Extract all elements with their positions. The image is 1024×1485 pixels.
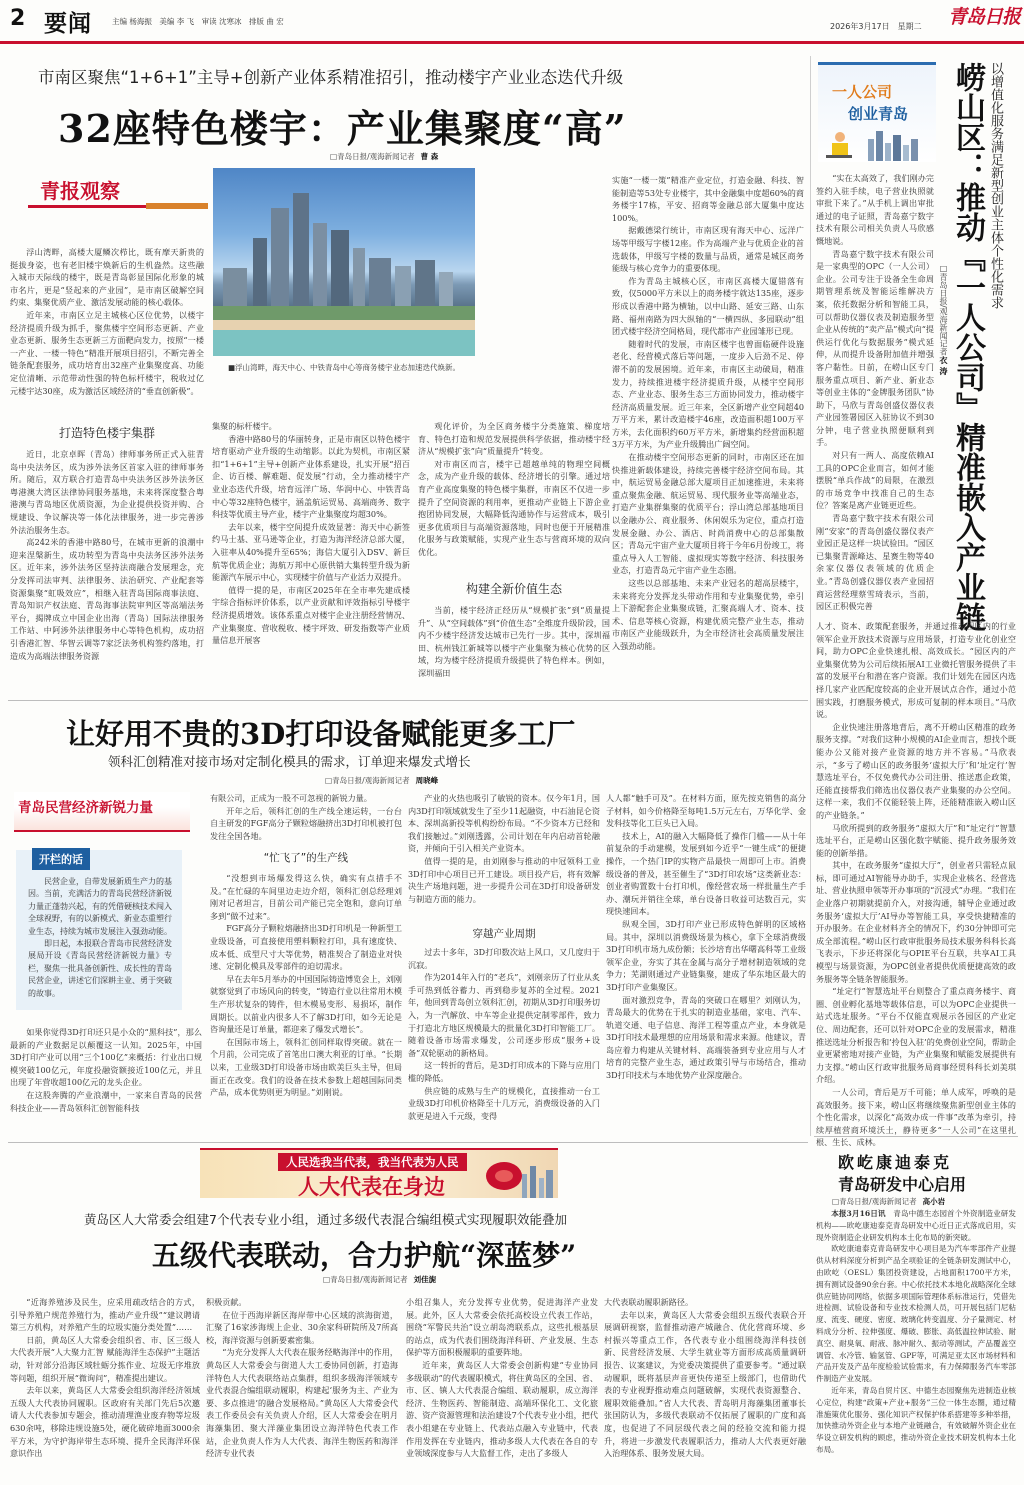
dateline: 本报3月16日讯 — [831, 1209, 886, 1218]
paragraph: 开年之后，领科汇创的生产线全速运转，一台台自主研发的FGF高分子颗粒熔融挤出3D打印机被打包发往全国各地。 — [210, 805, 402, 841]
article4-col4 — [604, 1296, 806, 1481]
article1-kicker: 市南区聚焦“1+6+1”主导+创新产业体系精准招引，推动楼宇产业业态迭代升级 — [38, 68, 624, 87]
paragraph: 过去十多年，3D打印数次站上风口，又几度归于沉寂。 — [408, 947, 600, 970]
paragraph: 民营企业，自带发展新质生产力的基因。当前，充满活力的青岛民营经济新锐力量正蓬勃兴起，有的凭借硬核技术闯入全球视野，有的以新模式、新业态重塑行业生态，持续为城市发展注入强劲动能。 — [28, 877, 172, 936]
paragraph: 供应链的成熟与生产的规模化，直接推动一台工业级3D打印机价格降至十几万元，消费级设备的入门款更是进入千元级，变得 — [408, 1085, 600, 1121]
paragraph: 在国际市场上，领科汇创同样取得突破。就在一个月前，公司完成了首笔出口澳大利亚的订单。“长期以来，工业级3D打印设备市场由欧美巨头主导，但局面正在改变。我们的设备在技术参数上超越国际同类产品，成本优势则更为明显。”刘刚说。 — [210, 1036, 402, 1098]
paragraph: “实在太高效了，我们刚办完签约入驻手续，电子营业执照就审批下来了。”从手机上调出审批通过的电子证照，青岛嘉宁数字技术有限公司相关负责人马欣感慨地说。 — [816, 173, 934, 246]
paragraph: 即日起，本报联合青岛市民营经济发展局开设《青岛民营经济新锐力量》专栏，聚焦一批具备创新性、成长性的青岛民营企业，讲述它们深耕主业、勇于突破的故事。 — [28, 939, 172, 998]
article3-subhead2: 穿越产业周期 — [472, 928, 536, 940]
page-number: 2 — [10, 6, 26, 31]
article5-headline-line2: 青岛研发中心启用 — [838, 1175, 967, 1194]
issue-date: 2026年3月17日 星期二 — [830, 22, 922, 31]
article1-photo-caption: ■浮山湾畔，海天中心、中铁青岛中心等商务楼宇业态加速迭代焕新。 — [227, 363, 461, 372]
paragraph: 集聚的标杆楼宇。 — [212, 421, 277, 431]
opc-column-banner — [818, 62, 936, 162]
article1-subhead1: 打造特色楼宇集群 — [58, 426, 155, 440]
article3-byline — [325, 775, 438, 786]
paragraph: 有限公司，正成为一股不可忽视的新锐力量。 — [210, 793, 372, 803]
byline-prefix: □青岛日报/观海新闻记者 — [832, 1197, 917, 1206]
opening-remarks-text — [28, 876, 172, 1006]
paragraph: 其中，在政务服务“虚拟大厅”，创业者只需轻点鼠标，即可通过AI智能导办助手，实现企业核名、经营选址、营业执照申领等开办事项的“沉浸式”办理。“我们在企业落户初期就提前介入，对接沟通，辅导企业通过政务服务‘虚拟大厅’AI导办等智能工具，享受快捷精准的开办服务。在企业材料齐全的情况下，约30分钟即可完成全部流程。”崂山区行政审批服务局技术服务科科长高飞表示，下步还将深化与OPIE平台互联，共享AI工具模型与场景资源，为OPC创业者提供优质便捷高效的政务服务等全链条智能服务。 — [816, 860, 1016, 984]
badge-underline-orange — [146, 203, 208, 209]
paragraph: 面对激烈竞争，青岛的突破口在哪里？刘刚认为，青岛最大的优势在于扎实的制造业基础，家电、汽车、轨道交通、电子信息、海洋工程等重点产业，本身就是3D打印技术最理想的应用场景和需求来源。他建议，青岛应着力构建从关键材料、高端装备到专业应用与人才培育的完整产业生态，通过政策引导与市场结合，推动3D打印技术与本地优势产业深度融合。 — [606, 994, 806, 1081]
paragraph: 技术上，AI的融入大幅降低了操作门槛——从十年前复杂的手动建模，发展到如今近乎“一键生成”的便捷操作，一个热门IP的实物产品最快一周即可上市。消费级设备的普及，甚至催生了“3D打印农场”这类新业态：创业者购置数十台打印机，像经营农场一样批量生产手办、潮玩并销往全球，单台设备日收益可达数百元，实现快速回本。 — [606, 830, 806, 917]
paragraph: 日前，黄岛区人大常委会组织省、市、区三级人大代表开展“人大聚力汇智 赋能海洋生态保护”主题活动，针对部分沿海区域牡蛎分拣作业、垃圾无序堆放等问题，组织开展“微询问”，精准提出建议。 — [10, 1334, 200, 1383]
byline-prefix: □青岛日报/观海新闻记者 — [330, 152, 415, 161]
article4-col2 — [206, 1296, 398, 1481]
paragraph: “址定行”智慧选址平台则整合了重点商务楼宇、商圈、创业孵化基地等载体信息，可以为OPC企业提供一站式选址服务。“平台不仅能直观展示各园区的产业定位、周边配套，还可以针对OPC企业的发展需求，精准推送选址分析报告和‘拎包入驻’的免费创业空间，帮助企业更紧密地对接产业链，为产业集聚和赋能发展提供有力支撑。”崂山区行政审批服务局商事经贸科科长刘美琪介绍。 — [816, 986, 1016, 1085]
paragraph: 高242米的香港中路80号，在城市更新的浪潮中迎来涅槃新生，成功转型为青岛中央法务区涉外法务区。近年来，涉外法务区坚持法商融合发展理念，充分发挥司法审判、法律服务、法治研究、产业配套等资源集聚“虹吸效应”，相继入驻青岛国际商事法庭、青岛知识产权法庭、青岛海事法院审判区等高端法务平台，揭牌成立中国企业出海（青岛）国际法律服务工作站、中阿涉外法律服务中心等特色机构，成功招引香港汇智、华智云调等7家泛法务机构签约落地，打造成为高端法律服务资源 — [10, 537, 204, 661]
byline-author: 曹 森 — [420, 152, 439, 161]
article3-col4 — [606, 792, 806, 1132]
paragraph: 随着时代的发展，市南区楼宇也曾面临硬件设施老化、经营模式落后等问题，一度步入后劲不足、停滞不前的发展困境。近年来，市南区主动破局，精准发力，持续推进楼宇经济提质升级，从楼宇空间形态、产业业态、服务生态三方面协同发力，推动楼宇经济高质量发展。近三年来，全区新增产业空间超40万平方米，累计改造楼宇46座，改造面积超100万平方米，去化面积约60万平方米，新增集约经营面积超3万平方米，为产业升级腾出广阔空间。 — [612, 338, 804, 450]
paragraph: 产业的火热也吸引了敏锐的资本。仅今年1月，国内3D打印领域就发生了至少11起融资，中石油昆仑资本、深圳高新投等机构纷纷布局。“不少资本方已经和我们接触过。”刘刚透露，公司计划在年内启动首轮融资，并倾向于引入相关产业资本。 — [408, 793, 600, 854]
byline-prefix: □青岛日报/观海新闻记者 — [325, 776, 410, 785]
paragraph: 大代表联动履职新路径。 — [604, 1297, 694, 1307]
article4-byline — [323, 1274, 436, 1285]
article1-col1b — [10, 448, 204, 680]
byline-author: 高小岩 — [922, 1197, 946, 1206]
paragraph: 纵观全国，3D打印产业已形成特色鲜明的区域格局。其中，深圳以消费级场景为核心，拿下全球消费级3D打印机市场九成份额；长沙培育出华曙高科等工业级领军企业，夯实了其在金属与高分子增材制造领域的竞争力；芜湖则通过产业链集聚，建成了华东地区最大的3D打印产业集聚区。 — [606, 918, 806, 992]
divider — [8, 1142, 808, 1143]
paragraph: 去年以来，楼宇空间提升成效显著：海天中心新签约马士基、亚马逊等企业，打造为海洋经济总部大厦，入驻率从40%提升至65%；海信大厦引入DSV、新巨航等优质企业；海航万邦中心原供销大集转型升级为新能源汽车展示中心，实现楼宇价值与产业活力双提升。 — [212, 521, 410, 583]
paragraph: 当前，楼宇经济正经历从“规模扩张”到“质量提升”、从“空间载体”到“价值生态”全维度升级阶段，国内不少楼宇经济发达城市已先行一步。其中，深圳福田、杭州钱江新城等以楼宇产业集聚为核心优势的区域，均为楼宇经济提质升级提供了特色样本。例如，深圳福田 — [418, 605, 610, 678]
article2-byline — [938, 264, 949, 375]
article3-kicker: 领科汇创精准对接市场对定制化模具的需求，订单迎来爆发式增长 — [108, 754, 471, 769]
paragraph: 青岛嘉宁数字技术有限公司刚“安家”的青岛创盛仪器仪表产业园正是这样一块试验田。“园区已集聚青源峰达、星赛生物等40余家仪器仪表领域的优质企业。”青岛创盛仪器仪表产业园招商运营经理蔡雪琦表示，当前，园区正积极完善 — [816, 513, 934, 612]
article3-col2b — [210, 872, 402, 1136]
paragraph: 对只有一两人、高度依赖AI工具的OPC企业而言，如何才能摆脱“单兵作战”的局限，在激烈的市场竞争中找准自己的生态位？答案是离产业链更近些。 — [816, 450, 934, 511]
paragraph: 对市南区而言，楼宇已超越单纯的物理空间概念，成为产业升级的载体、经济增长的引擎。通过培育产业高度集聚的特色楼宇集群，市南区不仅进一步提升了空间资源的利用率，更推动产业链上下游企业抱团协同发展，大幅降低沟通协作与运营成本，吸引更多优质项目与高端资源落地，同时也便于开展精准化服务与政策赋能，实现产业生态与营商环境的双向优化。 — [418, 458, 610, 557]
paragraph: 作为青岛主城核心区，市南区高楼大厦错落有致，仅5000平方米以上的商务楼宇就达135座，逐步形成以香港中路为横轴，以中山路、延安三路、山东路、福州南路为四大纵轴的“一横四纵、多园联动”组团式楼宇经济空间格局，现代都市产业园雏形已现。 — [612, 275, 804, 337]
paragraph: 观化评价，为全区商务楼宇分类施策、梯度培育、特色打造和规范发展提供科学依据，推动楼宇经济从“规模扩张”向“质量提升”转变。 — [418, 421, 610, 457]
paragraph: 作为2014年入行的“老兵”，刘刚亲历了行业从炙手可热到低谷蓄力、再到稳步复苏的全过程。2021年，他回到青岛创立领科汇创，初期从3D打印服务切入，为一汽解放、中车等企业提供定制零部件，致力于打造北方地区规模最大的批量化3D打印智能工厂。随着设备市场需求爆发，公司逐步形成“服务+设备”双轮驱动的新格局。 — [408, 972, 600, 1058]
byline-author: 周晓峰 — [415, 776, 439, 785]
paragraph: “为充分发挥人大代表在服务经略海洋中的作用，黄岛区人大常委会与街道人大工委协同创新，打造海洋特色人大代表联络站点集群，组织多级海洋领域专业代表混合编组联动履职，构建起‘服务为主、产业为要、多点推进’的融合发展格局。”黄岛区人大常委会代表工作委员会有关负责人介绍，区人大常委会在明月海藻集团、聚大洋藻业集团设立海洋特色代表工作站，企业负责人作为人大代表、海洋生物医药和海洋经济专业代表 — [206, 1347, 398, 1459]
article1-col4 — [612, 174, 804, 694]
article3-headline: 让好用不贵的3D打印设备赋能更多工厂 — [66, 717, 576, 751]
article5-headline-line1: 欧屹康迪泰克 — [838, 1153, 953, 1172]
banner-line2: 创业青岛 — [848, 105, 909, 123]
column-badge-text: 青岛民营经济新锐力量 — [18, 800, 153, 816]
paragraph: 企业快速注册落地背后，离不开崂山区精准的政务服务支撑。“对我们这种小规模的AI企业而言，想找个既能办公又能对接产业资源的地方并不容易。”马欣表示，“多亏了崂山区的政务服务‘虚拟大厅’和‘址定行’智慧选址平台，不仅免费代办公司注册、推送惠企政策，还能直接帮我们筛选出仪器仪表产业集聚的办公空间。这样一来，我们不仅能轻装上阵，还能精准嵌入崂山区的产业链条。” — [816, 721, 1016, 820]
article3-subhead1: “忙飞了”的生产线 — [263, 852, 349, 864]
article1-photo-skyline — [213, 168, 475, 356]
paragraph: 这一转折的背后，是3D打印成本的下降与应用门槛的降低。 — [408, 1060, 600, 1083]
paragraph: 近日，北京卓晖（青岛）律师事务所正式入驻青岛中央法务区，成为涉外法务区首家入驻的律师事务所。随后，双方联合打造青岛中央法务区涉外法务区粤港澳大湾区法律协同服务基地，未来将深度整合粤港澳与青岛地区优质资源，为企业提供投资并购、合规建设、争议解决等一体化法律服务，进一步完善涉外法治服务生态。 — [10, 449, 204, 535]
byline-author: 刘佳旎 — [413, 1275, 437, 1284]
article4-col1 — [10, 1296, 200, 1481]
article3-col2 — [210, 792, 402, 841]
paragraph: 如果你觉得3D打印还只是小众的“黑科技”，那么最新的产业数据足以颠覆这一认知。2025年，中国3D打印产业可以用“三个100亿”来概括：行业出口规模突破100亿元，年度投融资额接近100亿元，并且出现了年营收超100亿元的龙头企业。 — [10, 1027, 202, 1088]
paragraph: 香港中路80号的华丽转身，正是市南区以特色楼宇培育驱动产业升级的生动缩影。以此为契机，市南区紧扣“1+6+1”主导+创新产业体系建设，扎实开展“招百企、访百楼、解难题、促发展”行动，全力推动楼宇产业业态迭代升级，培育远洋广场、华润中心、中铁青岛中心等32座特色楼宇，涵盖航运贸易、高端商务、数字科技等优质主导产业，楼宇产业集聚度均超30%。 — [212, 433, 410, 520]
paragraph: 近年来，市南区立足主城核心区位优势，以楼宇经济提质升级为抓手，聚焦楼宇空间形态更新、产业业态更新、服务生态更新三方面靶向发力，按照“一楼一产业、一楼一特色”精准开展项目招引，不断完善全链条配套服务，成功培育出32座产业集聚度高、功能定位清晰、示范带动性强的特色标杆楼宇，税收过亿元楼宇达30座，成为激活区域经济的“垂直创新极”。 — [10, 309, 204, 396]
divider — [8, 700, 808, 701]
paragraph: 这些以总部基地、未来产业冠名的超高层楼宇，未来将充分发挥龙头带动作用和专业集聚优势，牵引上下游配套企业集聚成链，汇聚高端人才、资本、技术、信息等核心资源，构建优质完整产业生态，推动市南区产业能级跃升，为全市经济社会高质量发展注入强劲动能。 — [612, 578, 804, 651]
article2-kicker: 以增值化服务满足新型创业主体个性化需求 — [988, 62, 1003, 309]
paragraph: “没想到市场爆发得这么快，确实有点措手不及。”在忙碌的车间里边走边介绍，领科汇创总经理刘刚对记者坦言，目前公司产能已完全饱和，意向订单多到“做不过来”。 — [210, 873, 402, 921]
section-title: 要闻 — [44, 11, 92, 37]
article1-col3 — [418, 420, 610, 560]
article4-col3 — [406, 1296, 598, 1481]
article2-narrow-col — [816, 172, 934, 618]
paragraph: 浮山湾畔，高楼大厦鳞次栉比，既有摩天新贵的挺拔身姿，也有老旧楼宇焕新后的生机盎然。这些融入城市天际线的楼宇，既是青岛彰显国际化形象的城市名片，更是“竖起来的产业园”，是市南区破解空间约束、集聚优质产业、激活发展动能的核心载体。 — [10, 247, 204, 308]
newspaper-logo: 青岛日报 — [948, 6, 1021, 28]
paragraph: 一人公司，背后是万千可能；单人成军，呼唤的是高效服务。接下来，崂山区将继续聚焦新型创业主体的个性化需求，以深化“高效办成一件事”改革为牵引，持续厚植营商环境沃土，静待更多“一人公司”在这里扎根、生长、成林。 — [816, 1086, 1016, 1148]
paragraph: 在位于西海岸新区海岸带中心区域的滨海街道，汇聚了16家涉海规上企业、30余家科研院所及7所高校，海洋资源与创新要素密集。 — [206, 1309, 398, 1345]
article2-wide-col — [816, 620, 1016, 1148]
paragraph: 马欣所提到的政务服务“虚拟大厅”和“址定行”智慧选址平台，正是崂山区强化数字赋能、提升政务服务效能的创新举措。 — [816, 822, 1016, 858]
byline-prefix: □青岛日报/观海新闻记者 — [939, 264, 948, 356]
article1-headline: 32座特色楼宇：产业集聚度“高” — [58, 106, 627, 151]
article4-headline: 五级代表联动，合力护航“深蓝梦” — [152, 1239, 577, 1272]
article3-col3b — [408, 946, 600, 1136]
paragraph: 人才、资本、政策配套服务，并通过推动园区内的行业领军企业开放技术资源与应用场景，打造专业化创业空间，助力OPC企业快速扎根、高效成长。“园区内的产业集聚优势为公司后续拓展AI工业微托管服务提供了丰富的发展平台和潜在客户资源。我们计划先在园区内选择几家产业匹配度较高的企业开展试点合作，通过小范围实践，打磨服务模式，形成可复制的样本项目。”马欣说。 — [816, 621, 1016, 720]
article2-headline: 崂山区：推动『一人公司』精准嵌入产业链 — [950, 62, 985, 632]
banner-line1: 一人公司 — [832, 83, 893, 101]
banner-city-illustration — [818, 125, 936, 163]
article1-col2 — [212, 420, 410, 692]
opening-remarks-box — [16, 850, 182, 1010]
column-badge-private-economy — [14, 792, 190, 832]
paragraph: 青岛嘉宁数字技术有限公司是一家典型的OPC（一人公司）企业。公司专注于设备全生命周期管理系统及智能运维解决方案，依托数据分析和智能工具，可以帮助仪器仪表及制造服务型企业从传统的“卖产品”模式向“提供运行优化与数据服务”模式延伸，从而提升设备附加值并增强客户黏性。日前，在崂山区专门服务重点项目、新产业、新业态等创业主体的“金牌服务团队”协助下，马欣与青岛创盛仪器仪表产业园签署园区入驻协议不到30分钟，电子营业执照便顺利到手。 — [816, 248, 934, 448]
may-fourth-sculpture-icon — [478, 1154, 558, 1200]
paragraph: 青岛中德生态园首个外资制造业研发机构——欧屹康迪泰克青岛研发中心近日正式落成启用，实现外资制造企业研发机构本土化布局的新突破。 — [816, 1209, 1017, 1242]
article4-kicker: 黄岛区人大常委会组建7个代表专业小组，通过多级代表混合编组模式实现履职效能叠加 — [84, 1212, 567, 1227]
badge-underline-red — [28, 205, 146, 208]
paragraph: 近年来，黄岛区人大常委会创新构建“专业协同 多级联动”的代表履职模式，将住黄岛区的全国、省、市、区、镇人大代表混合编组、联动履职，成立海洋经济、生物医药、智能制造、高端环保化工、文化旅游、资产资源管理和法治建设7个代表专业小组，把代表小组建在专业链上、代表站点融入专业链中，代表作用发挥在专业链内，推动多级人大代表在各自的专业领域深度参与人大监督工作，走出了多级人 — [406, 1359, 598, 1459]
article1-col1 — [10, 246, 204, 412]
paragraph: 欧屹康迪泰克青岛研发中心项目是为汽车零部件产业提供从材料深度分析到产品全项验证的全链条研发测试中心，由欧屹（OESL）集团投资建设，占地面积1700平方米，拥有测试设备90余台套。中心依托技术本地化战略深化全球供应链协同网络，依据多项国际管理体系标准运行，凭借先进检测、试验设备和专业技术检测人员，可开展包括门尼粘度、流变、硬度、密度、玻璃化转变温度、分子量测定、材料成分分析、拉伸强度、爆破、膨胀、高低温拉伸试验、耐真空、耐臭氧、耐液、脉冲耐久、振动等测试，产品覆盖空调管、水冷管、输氢管、GPF等，可满足亚太区市场材料和产品开发及产品年度检验试验需求，有力保障服务汽车零部件制造产业发展。 — [816, 1244, 1016, 1384]
byline-author: 衣 涛 — [939, 355, 948, 375]
article1-byline — [330, 151, 438, 162]
column-badge-text: 青报观察 — [40, 179, 120, 203]
paragraph: 去年以来，黄岛区人大常委会组织海洋经济领域五级人大代表协同履职。区政府有关部门先后5次邀请人大代表参加专题会，推动清理渔业废弃物等垃圾630余吨，移除违规设施5处，硬化破碎地面3000余平方米，为守护海岸带生态环境、提升全民海洋环保意识作出 — [10, 1385, 200, 1459]
paragraph: 值得一提的是，由刘刚参与推动的中冠领科工业3D打印中心项目已开工建设。项目投产后，将有效解决生产场地问题，进一步提升公司在3D打印设备研发与制造方面的能力。 — [408, 855, 600, 904]
byline-prefix: □青岛日报/观海新闻记者 — [323, 1275, 408, 1284]
paragraph: “近海养殖涉及民生，应采用疏改结合的方式，引导养殖户规范养殖行为，推动产业升级”“建议聘请第三方机构，对养殖产生的垃圾实施分类处置”…… — [10, 1297, 200, 1333]
column-badge-qingbao — [28, 175, 188, 215]
banner-line1: 人民选我当代表，我当代表为人民 — [278, 1153, 467, 1171]
article1-col3b — [418, 604, 610, 694]
paragraph: 在推动楼宇空间形态更新的同时，市南区还在加快推进新载体建设，持续完善楼宇经济空间布局。其中，航运贸易金融总部大厦项目正加速推进，未来将重点聚焦金融、航运贸易、现代服务业等高端业态，打造产业集群集聚的优质平台；浮山湾总部基地项目以金融办公、商业服务、休闲娱乐为定位，重点打造发展金融、办公、酒店、时尚消费中心的总部集散区；青岛元宇宙产业大厦项目将于今年6月份竣工，将重点导入人工智能、虚拟现实等数字经济、科技服务业态，打造青岛元宇宙产业生态圈。 — [612, 452, 804, 576]
paragraph: 早在去年5月举办的中国国际铸造博览会上，刘刚就察觉到了市场风向的转变，“铸造行业以往常用木模生产形状复杂的铸件，但木模易变形、易损坏，制作周期长。以前业内很多人不了解3D打印，如今无论是咨询量还是订单量，都迎来了爆发式增长”。 — [210, 973, 402, 1035]
npc-deputies-banner — [200, 1148, 558, 1198]
banner-line2: 人大代表在身边 — [298, 1174, 445, 1199]
paragraph: 人人都“触手可及”。在材料方面，原先按克销售的高分子材料，如今价格降至每吨1.5万元左右，万华化学、金发科技等化工巨头已入局。 — [606, 793, 806, 829]
paragraph: FGF高分子颗粒熔融挤出3D打印机是一种新型工业级设备，可直接使用塑料颗粒打印，具有速度快、成本低、成型尺寸大等优势，精准契合了制造业对快速、定制化模具及零部件的迫切需求。 — [210, 923, 402, 972]
paragraph: 去年以来，黄岛区人大常委会组织五级代表联合开展调研视察，监督推动港产城融合、优化营商环境、乡村振兴等重点工作，各代表专业小组围绕海洋科技创新、民营经济发展、大学生就业等方面形成高质量调研报告、议案建议，为党委决策提供了重要参考。“通过联动履职，既将基层声音更快传递至上级部门，也借助代表的专业视野推动难点问题破解，实现代表资源整合、履职效能叠加。”省人大代表、青岛明月海藻集团董事长张国防认为，多级代表联动不仅拓展了履职的广度和高度，也促进了不同层级代表之间的经验交流和能力提升，将进一步激发代表履职活力，推动人大代表更好融入治理体系、服务发展大局。 — [604, 1309, 806, 1459]
editorial-staff: 主编 杨海振 美编 李 飞 审读 沈寒冰 排版 曲 宏 — [112, 17, 284, 26]
paragraph: 实施“一楼一策”精准产业定位，打造金融、科技、智能制造等53处专业楼宇，其中金融集中度超60%的商务楼宇17栋，平安、招商等金融总部大厦集中度达100%。 — [612, 175, 804, 223]
article3-col3 — [408, 792, 600, 918]
paragraph: 在这股奔腾的产业浪潮中，一家来自青岛的民营科技企业——青岛领科汇创智能科技 — [10, 1089, 202, 1113]
paragraph: 小组召集人，充分发挥专业优势，促进海洋产业发展。此外，区人大常委会依托高校设立代表工作站，围绕“军警民共治”设立胡岛湾联系点，这些扎根基层的站点，成为代表们围绕海洋科研、产业发展、生态保护等方面积极履职的重要阵地。 — [406, 1297, 598, 1358]
opening-remarks-label: 开栏的话 — [32, 848, 90, 870]
article5-byline — [832, 1196, 945, 1207]
article3-col1 — [10, 1026, 202, 1138]
paragraph: 积极贡献。 — [206, 1297, 247, 1307]
divider — [814, 1136, 1018, 1137]
paragraph: 值得一提的是，市南区2025年在全市率先建成楼宇综合指标评价体系，以产业贡献和评效指标引导楼宇经济提质增效。该体系重点对楼宇企业注册经营情况、产业集聚度、营收税收、楼宇坪效、研发指数等产业质量信息开展客 — [212, 584, 410, 646]
divider — [810, 56, 811, 1136]
skyline-illustration — [213, 168, 475, 356]
article1-subhead2: 构建全新价值生态 — [465, 582, 562, 596]
article5-body — [816, 1208, 1016, 1482]
paragraph: 近年来，青岛自贸片区、中德生态园聚焦先进制造业核心定位，构建“政策+产业+服务”三位一体生态圈，通过精准施策优化服务、强化知识产权保护体系搭建等多种举措，加快推动外资企业与本地产业链融合，有效破解外资企业在华设立研发机构的顾虑，推动外资企业技术研发机构本土化布局。 — [816, 1385, 1016, 1454]
paragraph: 据戴德梁行统计，市南区现有海天中心、远洋广场等甲级写字楼12座。作为高端产业与优质企业的首选载体，甲级写字楼的数量与品质，通常是城区商务能级与核心竞争力的重要体现。 — [612, 225, 804, 274]
